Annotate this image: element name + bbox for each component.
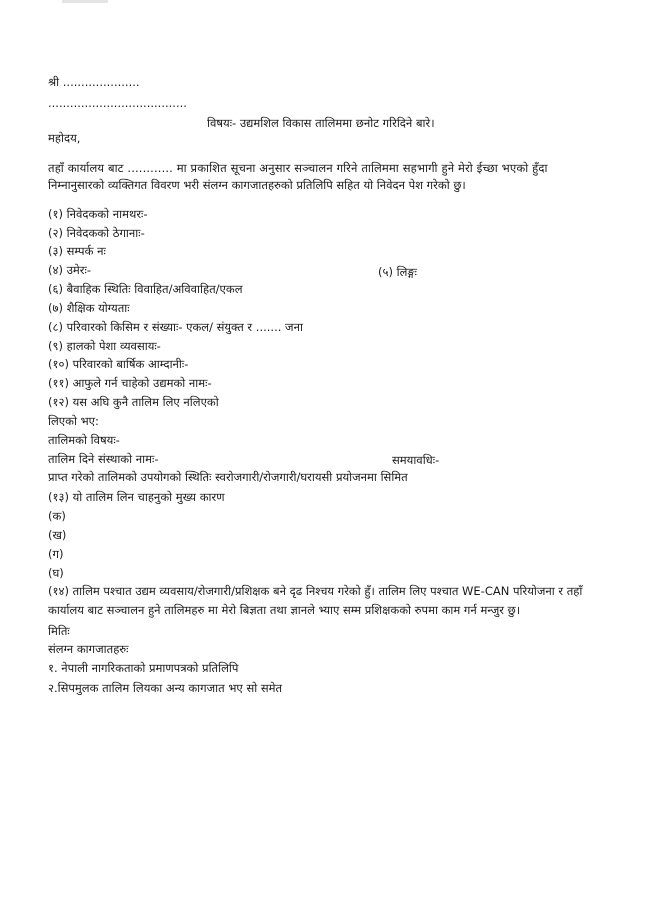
field-main-reason: (१३) यो तालिम लिन चाहनुको मुख्य कारण [48,490,225,504]
field-training-subject: तालिमको विषयः- [48,433,120,447]
field-marital-status: (६) बैवाहिक स्थितिः विवाहित/अविवाहित/एकल [48,282,243,296]
reason-item-gha: (घ) [48,566,64,580]
field-applicant-address: (२) निवेदकको ठेगानाः- [48,226,145,240]
field-usage-status: प्राप्त गरेको तालिमको उपयोगको स्थितिः स्वरोजगारी/रोजगारी/घरायसी प्रयोजनमा सिमित [48,470,408,484]
field-family-income: (१०) परिवारको बार्षिक आम्दानीः- [48,357,189,371]
field-duration: समयावधिः- [392,453,440,467]
field-date: मितिः [48,624,70,638]
field-gender: (५) लिङ्गः [378,265,417,279]
field-previous-training: (१२) यस अघि कुनै तालिम लिए नलिएको [48,395,219,409]
reason-item-kha: (ख) [48,528,67,542]
field-education: (७) शैक्षिक योग्यताः [48,301,130,315]
top-edge-mark [62,0,108,3]
field-enterprise-name: (११) आफुले गर्न चाहेको उद्यमको नामः- [48,376,212,390]
commitment-line-1: (१४) तालिम पश्चात उद्यम व्यवसाय/रोजगारी/प्रशिक्षक बने दृढ निश्चय गरेको हुँ। तालिम लिए पश्चात WE-CAN परियोजना र तहाँ [48,584,583,598]
addressee-line-1: श्री ..................... [48,75,140,89]
reason-item-ka: (क) [48,509,66,523]
field-family-type: (८) परिवारको किसिम र संख्याः- एकल/ संयुक्त र ....... जना [48,320,303,334]
intro-paragraph [48,160,604,194]
field-applicant-name: (१) निवेदकको नामथरः- [48,207,148,221]
commitment-line-2: कार्यालय बाट सञ्चालन हुने तालिमहरु मा मेरो बिज्ञता तथा ज्ञानले भ्याए सम्म प्रशिक्षकको रुपमा काम गर्न मन्जुर छु। [48,603,521,617]
field-contact-number: (३) सम्पर्क नः [48,244,106,258]
field-age: (४) उमेरः- [48,263,91,277]
attachment-item-2: २.सिपमुलक तालिम लियका अन्य कागजात भए सो समेत [48,681,283,695]
attachments-heading: संलग्न कागजातहरुः [48,642,129,656]
reason-item-ga: (ग) [48,547,64,561]
intro-line-1: तहाँ कार्यालय बाट ............ मा प्रकाशित सूचना अनुसार सञ्चालन गरिने तालिममा सहभागी हुने मेरो ईच्छा भएको हुँदा [48,161,548,175]
commitment-paragraph [48,582,604,620]
addressee-line-2: ...................................... [48,96,187,110]
field-current-occupation: (९) हालको पेशा व्यवसायः- [48,339,161,353]
subject-line: विषयः- उद्यमशिल विकास तालिममा छनोट गरिदिने बारे। [207,116,435,130]
salutation: महोदय, [48,131,81,145]
field-if-taken: लिएको भए: [48,414,99,428]
attachment-item-1: १. नेपाली नागरिकताको प्रमाणपत्रको प्रतिलिपि [48,661,239,675]
intro-line-2: निम्नानुसारको व्यक्तिगत विवरण भरी संलग्न कागजातहरुको प्रतिलिपि सहित यो निवेदन पेश गरेको छु। [48,178,466,192]
field-training-organization: तालिम दिने संस्थाको नामः- [48,452,159,466]
